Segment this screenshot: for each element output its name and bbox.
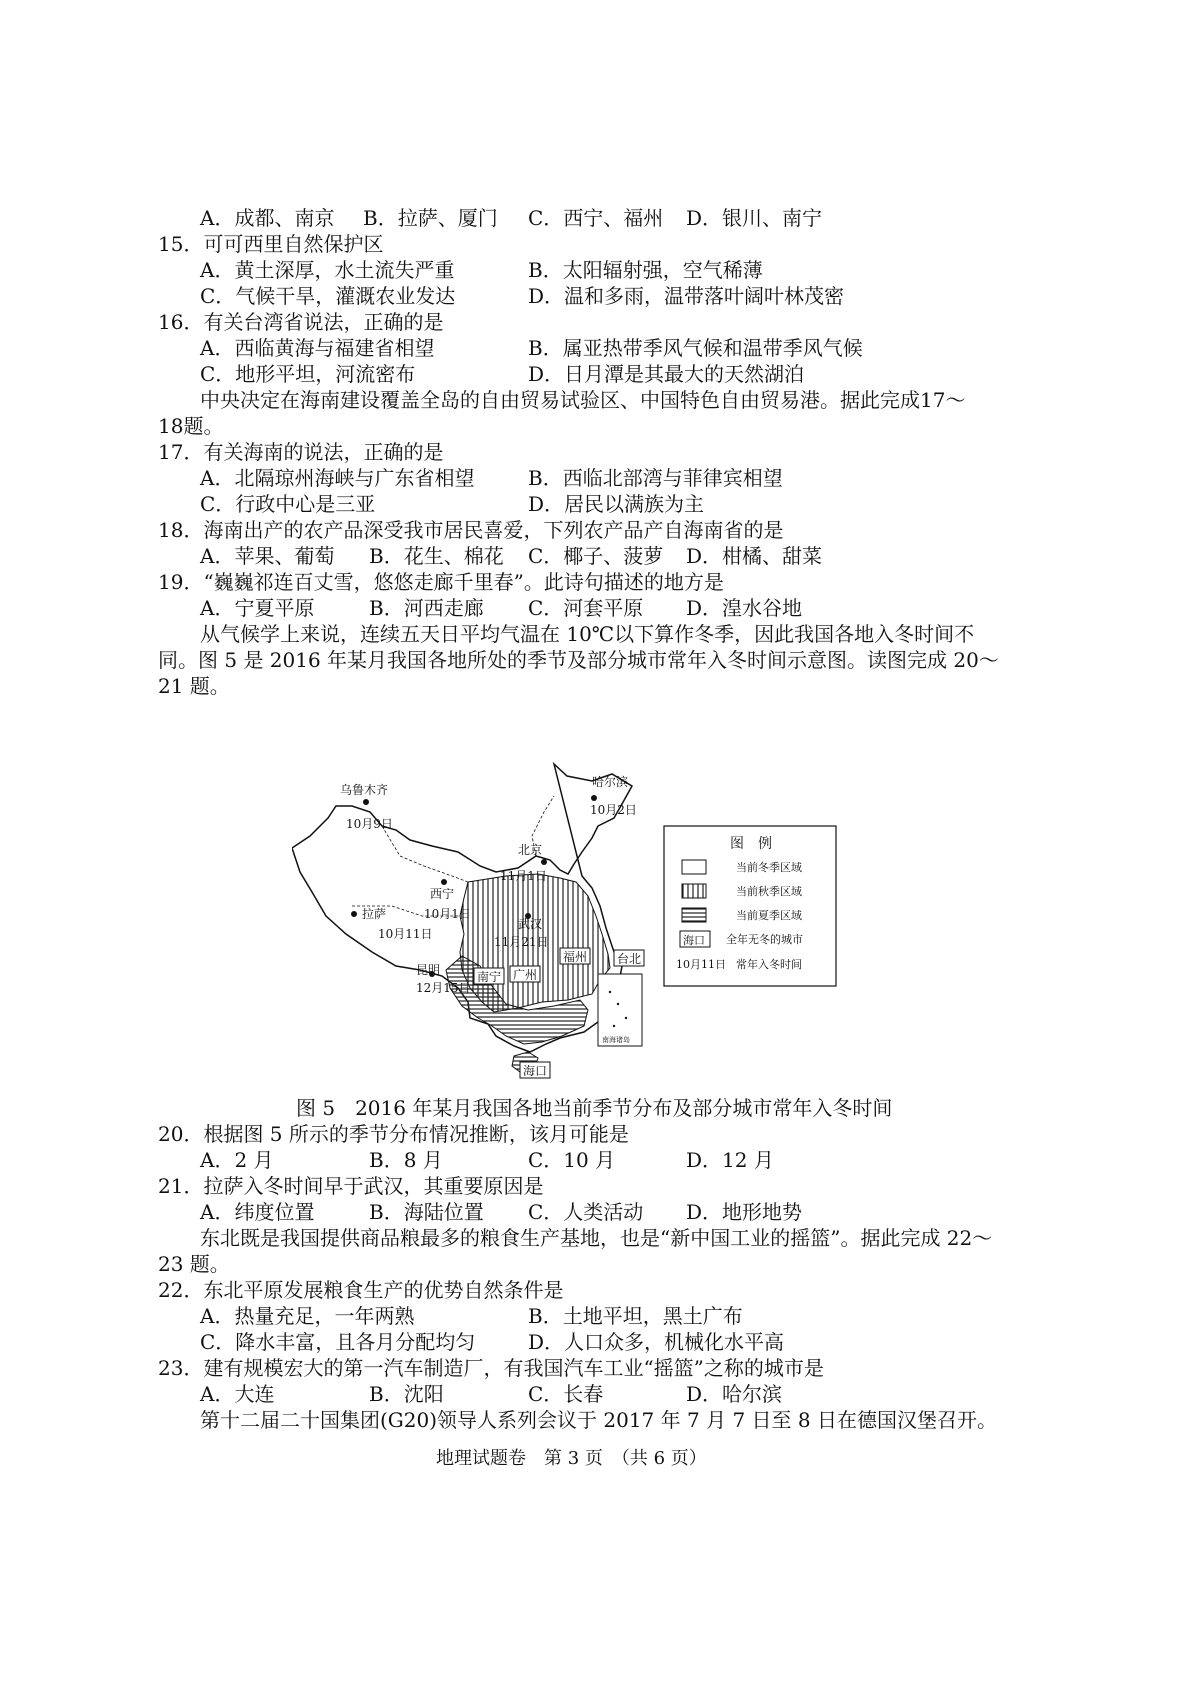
q17-stem: 17．有关海南的说法，正确的是 xyxy=(158,440,444,464)
legend-no-winter-sample: 海口 xyxy=(683,934,705,947)
q22-option-c: C．降水丰富，且各月分配均匀 xyxy=(200,1330,476,1354)
label-xining: 西宁 xyxy=(430,887,455,901)
label-kunming: 昆明 xyxy=(416,963,441,977)
q14-option-b: B．拉萨、厦门 xyxy=(363,206,498,230)
q21-option-a: A．纬度位置 xyxy=(200,1200,315,1224)
q14-option-c: C．西宁、福州 xyxy=(528,206,664,230)
q16-option-a: A．西临黄海与福建省相望 xyxy=(200,336,435,360)
date-wuhan: 11月21日 xyxy=(494,935,549,949)
label-wuhan: 武汉 xyxy=(518,917,543,931)
q16-option-d: D．日月潭是其最大的天然湖泊 xyxy=(528,362,805,386)
q22-option-b: B．土地平坦，黑土广布 xyxy=(528,1304,743,1328)
q23-option-c: C．长春 xyxy=(528,1382,604,1406)
intro20-line1: 从气候学上来说，连续五天日平均气温在 10℃以下算作冬季，因此我国各地入冬时间不 xyxy=(200,622,975,646)
date-urumqi: 10月9日 xyxy=(346,817,393,831)
intro22-line1: 东北既是我国提供商品粮最多的粮食生产基地，也是“新中国工业的摇篮”。据此完成 22～ xyxy=(200,1226,993,1250)
q17-option-d: D．居民以满族为主 xyxy=(528,492,705,516)
q15-option-a: A．黄土深厚，水土流失严重 xyxy=(200,258,455,282)
q16-option-c: C．地形平坦，河流密布 xyxy=(200,362,416,386)
q18-option-c: C．椰子、菠萝 xyxy=(528,544,664,568)
q19-option-b: B．河西走廊 xyxy=(369,596,484,620)
intro22-line2: 23 题。 xyxy=(158,1252,230,1276)
date-kunming: 12月15日 xyxy=(416,981,471,995)
q15-option-b: B．太阳辐射强，空气稀薄 xyxy=(528,258,763,282)
q14-option-a: A．成都、南京 xyxy=(200,206,335,230)
intro20-line2: 同。图 5 是 2016 年某月我国各地所处的季节及部分城市常年入冬时间示意图。读图完成 20～ xyxy=(158,648,999,672)
date-harbin: 10月2日 xyxy=(590,803,637,817)
q18-option-d: D．柑橘、甜菜 xyxy=(686,544,823,568)
date-lhasa: 10月11日 xyxy=(378,927,433,941)
q19-option-d: D．湟水谷地 xyxy=(686,596,803,620)
page-footer: 地理试题卷 第 3 页 （共 6 页） xyxy=(436,1448,707,1469)
q18-option-a: A．苹果、葡萄 xyxy=(200,544,335,568)
q22-option-a: A．热量充足，一年两熟 xyxy=(200,1304,415,1328)
intro17-line1: 中央决定在海南建设覆盖全岛的自由贸易试验区、中国特色自由贸易港。据此完成17～ xyxy=(200,388,966,412)
q15-stem: 15．可可西里自然保护区 xyxy=(158,232,384,256)
q20-option-c: C．10 月 xyxy=(528,1148,616,1172)
q20-option-a: A．2 月 xyxy=(200,1148,274,1172)
q20-option-d: D．12 月 xyxy=(686,1148,774,1172)
q16-stem: 16．有关台湾省说法，正确的是 xyxy=(158,310,444,334)
intro17-line2: 18题。 xyxy=(158,414,224,438)
figure-5-season-map xyxy=(292,756,912,1082)
legend-date-sample: 10月11日 xyxy=(676,958,726,971)
label-nanning: 南宁 xyxy=(477,970,502,984)
q22-stem: 22．东北平原发展粮食生产的优势自然条件是 xyxy=(158,1278,564,1302)
q23-option-d: D．哈尔滨 xyxy=(686,1382,783,1406)
date-xining: 10月1日 xyxy=(424,907,471,921)
legend-winter: 当前冬季区域 xyxy=(736,861,802,874)
q21-option-c: C．人类活动 xyxy=(528,1200,644,1224)
label-beijing: 北京 xyxy=(518,843,543,857)
figure-caption: 图 5 2016 年某月我国各地当前季节分布及部分城市常年入冬时间 xyxy=(296,1096,893,1120)
legend-autumn: 当前秋季区域 xyxy=(736,885,802,898)
q15-option-d: D．温和多雨，温带落叶阔叶林茂密 xyxy=(528,284,845,308)
label-fuzhou: 福州 xyxy=(563,950,588,964)
q17-option-b: B．西临北部湾与菲律宾相望 xyxy=(528,466,783,490)
q20-option-b: B．8 月 xyxy=(369,1148,443,1172)
intro24-line1: 第十二届二十国集团(G20)领导人系列会议于 2017 年 7 月 7 日至 8 日在德国汉堡召开。 xyxy=(200,1408,997,1432)
legend-date-label: 常年入冬时间 xyxy=(736,958,802,971)
legend-title: 图 例 xyxy=(730,836,772,852)
q23-stem: 23．建有规模宏大的第一汽车制造厂，有我国汽车工业“摇篮”之称的城市是 xyxy=(158,1356,824,1380)
q20-stem: 20．根据图 5 所示的季节分布情况推断，该月可能是 xyxy=(158,1122,629,1146)
label-lhasa: 拉萨 xyxy=(362,907,387,921)
q15-option-c: C．气候干旱，灌溉农业发达 xyxy=(200,284,456,308)
q23-option-a: A．大连 xyxy=(200,1382,275,1406)
q16-option-b: B．属亚热带季风气候和温带季风气候 xyxy=(528,336,863,360)
q17-option-a: A．北隔琼州海峡与广东省相望 xyxy=(200,466,475,490)
legend-no-winter: 全年无冬的城市 xyxy=(726,933,803,946)
label-urumqi: 乌鲁木齐 xyxy=(340,783,389,797)
q22-option-d: D．人口众多，机械化水平高 xyxy=(528,1330,785,1354)
q21-option-d: D．地形地势 xyxy=(686,1200,803,1224)
china-season-map xyxy=(292,756,912,1082)
label-guangzhou: 广州 xyxy=(513,968,538,982)
intro20-line3: 21 题。 xyxy=(158,674,230,698)
q21-stem: 21．拉萨入冬时间早于武汉，其重要原因是 xyxy=(158,1174,544,1198)
label-taipei: 台北 xyxy=(617,952,642,966)
label-south-sea: 南海诸岛 xyxy=(602,1036,630,1044)
q14-option-d: D．银川、南宁 xyxy=(686,206,823,230)
q19-option-a: A．宁夏平原 xyxy=(200,596,315,620)
q19-stem: 19．“巍巍祁连百丈雪，悠悠走廊千里春”。此诗句描述的地方是 xyxy=(158,570,724,594)
map-legend xyxy=(664,826,836,986)
q19-option-c: C．河套平原 xyxy=(528,596,644,620)
label-haikou: 海口 xyxy=(523,1064,548,1078)
q23-option-b: B．沈阳 xyxy=(369,1382,444,1406)
q18-stem: 18．海南出产的农产品深受我市居民喜爱，下列农产品产自海南省的是 xyxy=(158,518,784,542)
q21-option-b: B．海陆位置 xyxy=(369,1200,484,1224)
date-beijing: 11月1日 xyxy=(500,869,547,883)
q18-option-b: B．花生、棉花 xyxy=(369,544,504,568)
q17-option-c: C．行政中心是三亚 xyxy=(200,492,376,516)
label-harbin: 哈尔滨 xyxy=(592,775,629,789)
legend-summer: 当前夏季区域 xyxy=(736,909,802,922)
